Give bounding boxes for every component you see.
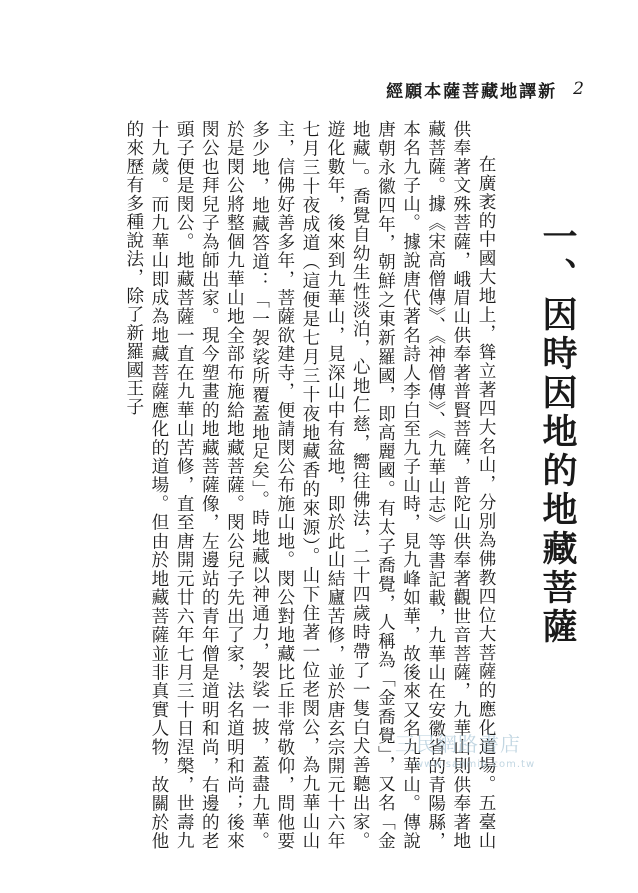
watermark-text: 三民網路書店 xyxy=(395,732,521,756)
paragraph: 在廣袤的中國大地上，聳立著四大名山，分別為佛教四位大菩薩的應化道場。五臺山供奉著文殊菩薩，峨眉山供奉著普賢菩薩，普陀山供奉著觀世音菩薩，九華山則供奉著地藏菩薩。據《宋高僧傳》、《神僧傳》、《九華山志》等書記載，九華山在安徽省的青陽縣，本名九子山。據說唐代著名詩人李白至九子山時，見九峰如華，故後來又名九華山。傳說唐朝永徽四年，朝鮮之東新羅國，即高麗國。有太子喬覺，人稱為「金喬覺」，又名「金地藏」。喬覺自幼生性淡泊，心地仁慈，嚮往佛法，二十四歲時帶了一隻白犬善聽出家。遊化數年，後來到九華山，見深山中有盆地，即於此山結廬苦修，並於唐玄宗開元十六年七月三十夜成道（這便是七月三十夜地藏香的來源）。山下住著一位老閔公，為九華山山主，信佛好善多年，菩薩欲建寺，便請閔公布施山地。閔公對地藏比丘非常敬仰，問他要多少地，地藏答道：「一袈裟所覆蓋地足矣」。時地藏以神通力，袈裟一披，蓋盡九華。於是閔公將整個九華山地全部布施給地藏菩薩。閔公兒子先出了家，法名道明和尚；後來閔公也拜兒子為師出家。現今塑畫的地藏菩薩像，左邊站的青年僧是道明和尚，右邊的老頭子便是閔公。地藏菩薩一直在九華山苦修，直至唐開元廿六年七月三十日涅槃，世壽九十九歲。而九華山即成為地藏菩薩應化的道場。但由於地藏菩薩並非真實人物，故關於他的來歷有多種說法，除了新羅國王子 xyxy=(123,120,496,850)
running-header xyxy=(0,74,586,104)
book-title: 經願本薩菩藏地譯新 xyxy=(386,81,558,102)
watermark-stamp xyxy=(395,728,535,770)
watermark-url: www.sanmin.com.tw xyxy=(415,759,536,770)
chapter-title: 一、因時因地的地藏菩薩 xyxy=(537,218,578,647)
page-number: 2 xyxy=(573,79,586,99)
